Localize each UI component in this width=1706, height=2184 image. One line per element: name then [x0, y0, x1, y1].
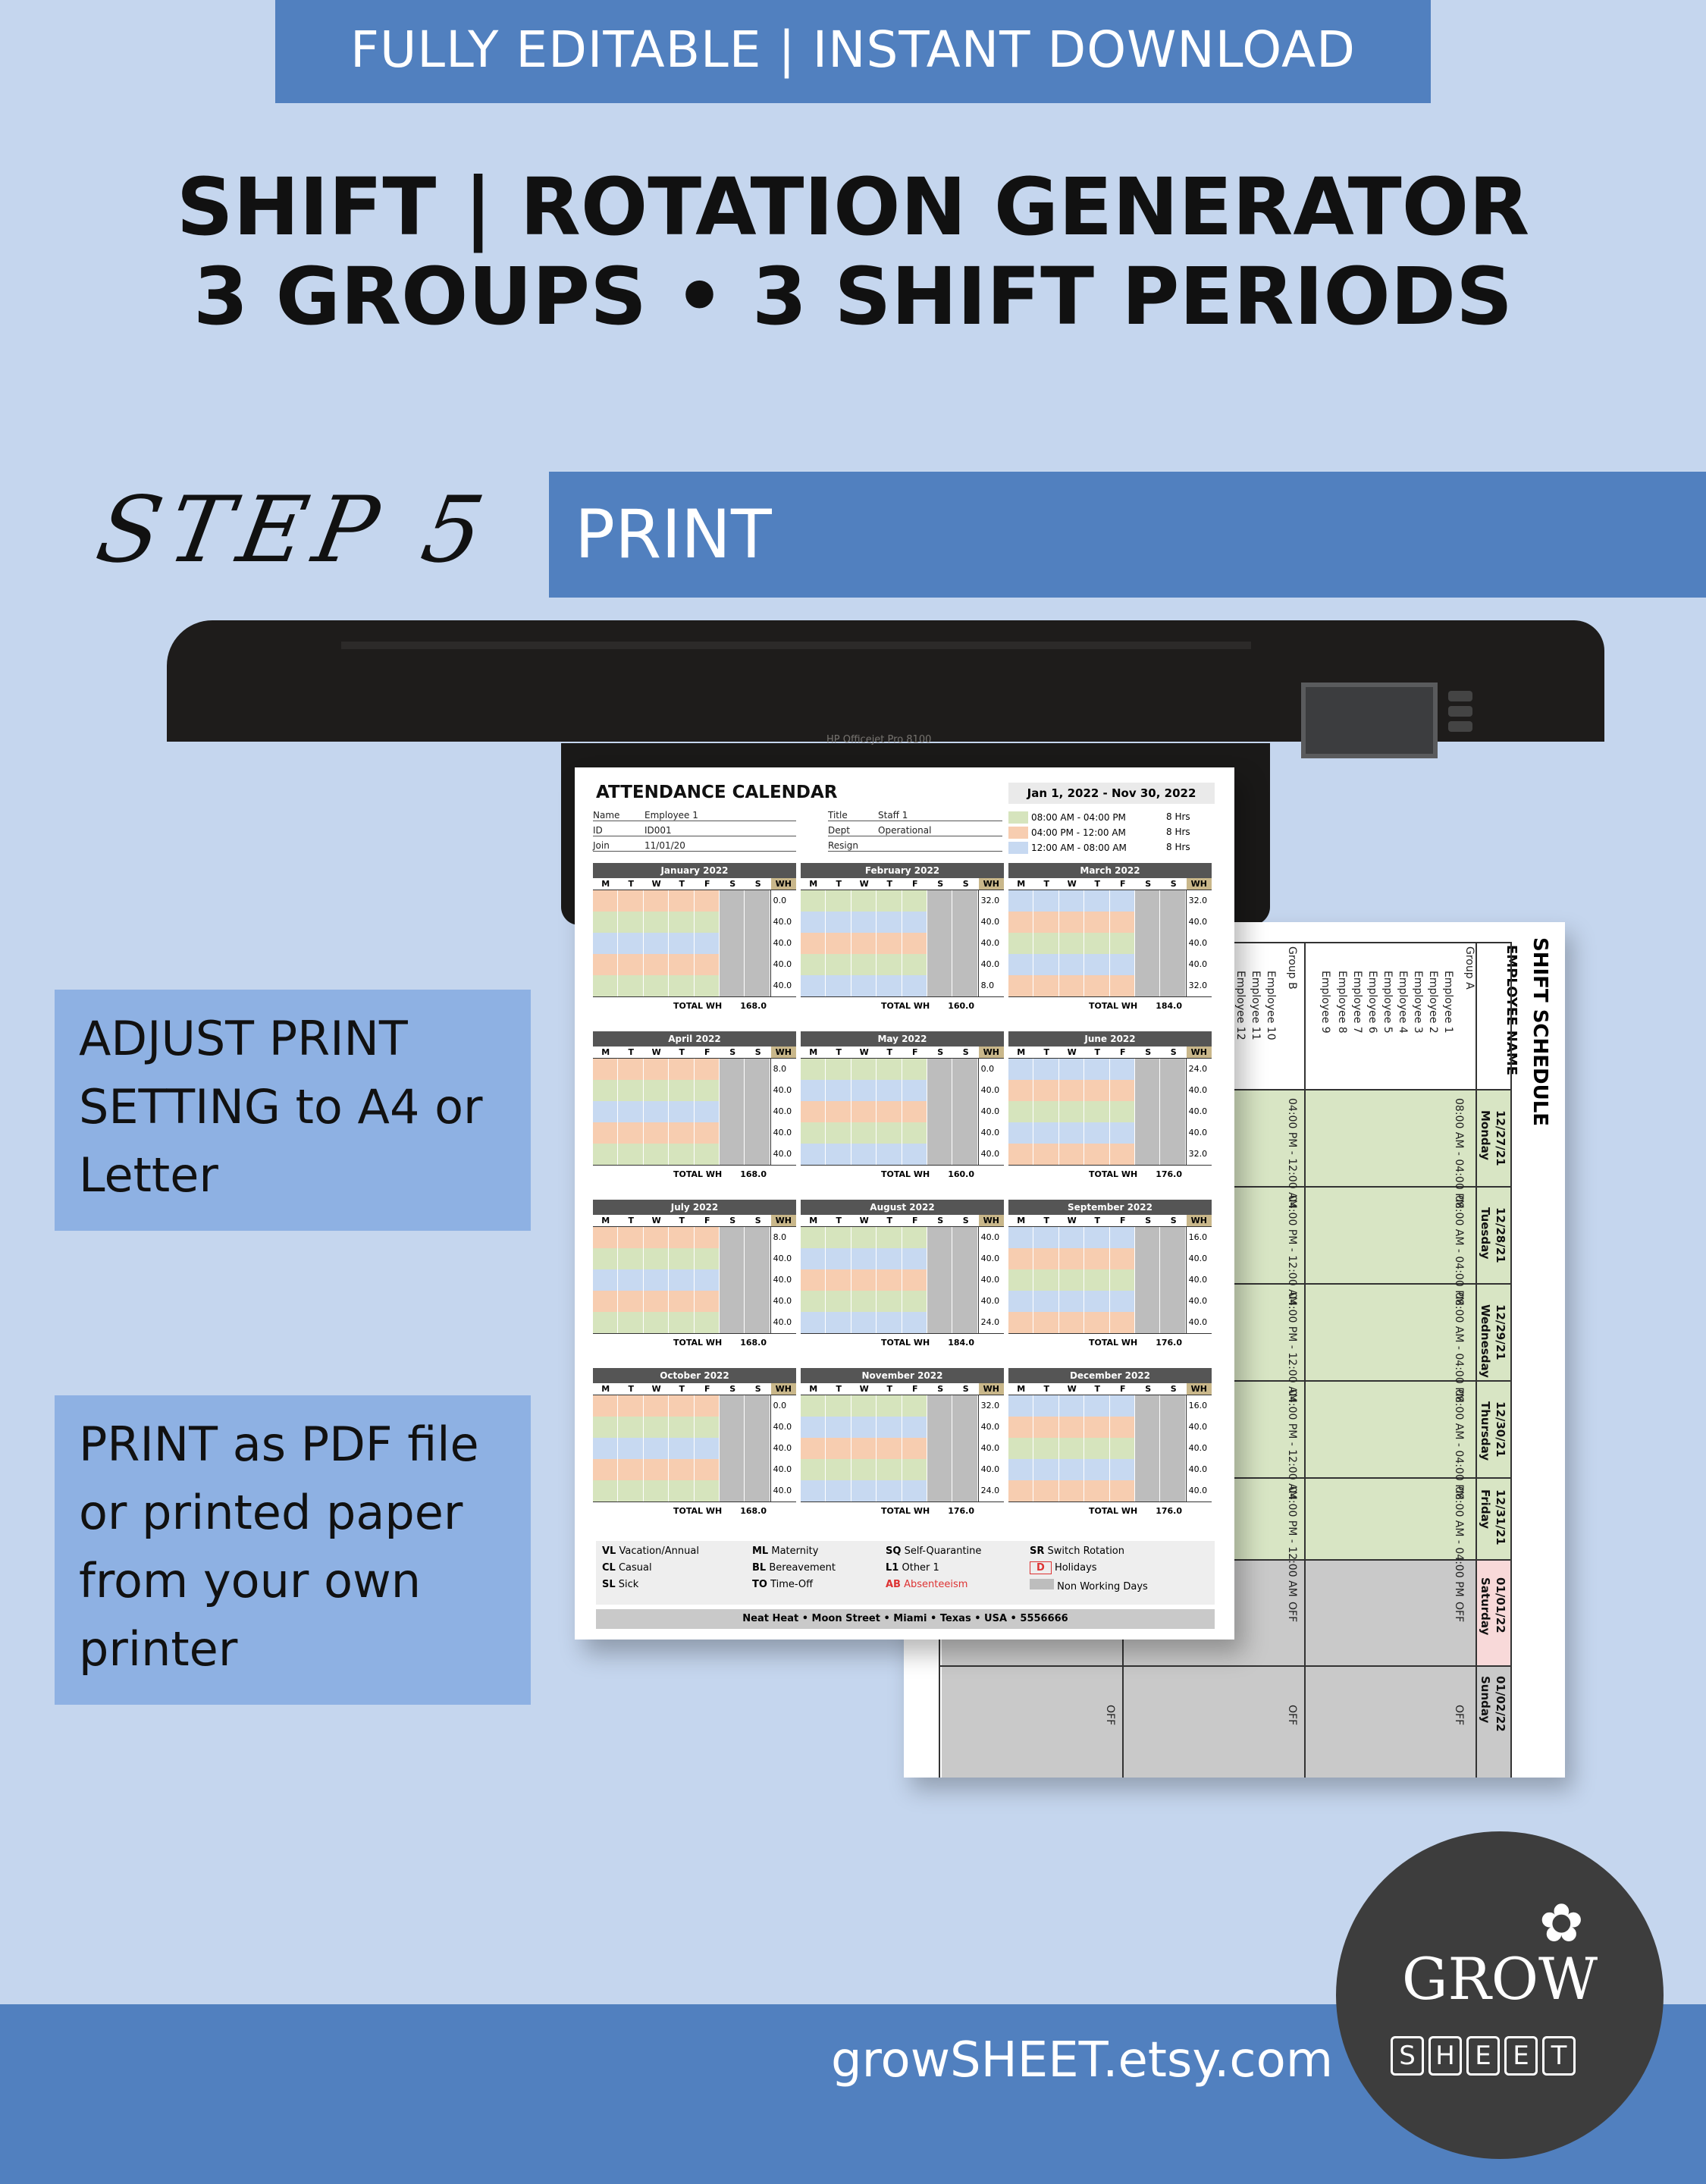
weekday-header: M T W T F S S WH — [593, 1215, 796, 1227]
legend-item: D Holidays — [1030, 1562, 1097, 1574]
website-link[interactable]: growSHEET.etsy.com — [831, 2032, 1334, 2088]
month-total: TOTAL WH 160.0 — [801, 996, 1004, 1015]
month-calendar — [593, 1031, 796, 1183]
week-row: 16.0 — [1008, 1227, 1212, 1248]
shift-hours-3: 8 Hrs — [1166, 842, 1190, 852]
employee-row: Employee 9 — [1319, 971, 1331, 1034]
attendance-title: ATTENDANCE CALENDAR — [596, 783, 838, 802]
shift-cell: OFF — [1453, 1705, 1465, 1726]
month-total: TOTAL WH 176.0 — [1008, 1502, 1212, 1520]
week-row: 8.0 — [593, 1059, 796, 1080]
weekday-header: M T W T F S S WH — [593, 878, 796, 890]
month-calendar — [1008, 1200, 1212, 1351]
month-calendar — [801, 1200, 1004, 1351]
legend-item: TO Time-Off — [752, 1579, 814, 1590]
month-name: November 2022 — [801, 1368, 1004, 1383]
employee-row: Employee 11 — [1250, 971, 1262, 1040]
weekday-header: M T W T F S S WH — [1008, 1383, 1212, 1395]
dept-label: Dept — [828, 825, 880, 836]
shift-legend-3: 12:00 AM - 08:00 AM — [1008, 840, 1160, 855]
week-row: 40.0 — [1008, 1291, 1212, 1312]
shift-legend-1: 08:00 AM - 04:00 PM — [1008, 810, 1160, 825]
legend-item: Non Working Days — [1030, 1579, 1148, 1592]
month-name: May 2022 — [801, 1031, 1004, 1046]
shift-hours-2: 8 Hrs — [1166, 827, 1190, 837]
weekday-header: M T W T F S S WH — [801, 1383, 1004, 1395]
month-name: December 2022 — [1008, 1368, 1212, 1383]
date-range: Jan 1, 2022 - Nov 30, 2022 — [1008, 783, 1215, 804]
week-row: 40.0 — [1008, 912, 1212, 933]
week-row: 8.0 — [801, 975, 1004, 996]
legend-item: SQ Self-Quarantine — [886, 1545, 982, 1557]
title-value: Staff 1 — [878, 810, 1002, 821]
month-total: TOTAL WH 176.0 — [1008, 1165, 1212, 1183]
shift-cell: 04:00 PM - 12:00 AM — [1286, 1195, 1298, 1306]
legend-item: CL Casual — [602, 1562, 652, 1574]
week-row: 40.0 — [1008, 1459, 1212, 1480]
week-row: 40.0 — [1008, 1080, 1212, 1101]
top-banner: FULLY EDITABLE | INSTANT DOWNLOAD — [275, 0, 1431, 103]
week-row: 40.0 — [1008, 1417, 1212, 1438]
week-row: 32.0 — [1008, 890, 1212, 912]
week-row: 40.0 — [1008, 954, 1212, 975]
month-name: March 2022 — [1008, 863, 1212, 878]
shift-cell: 08:00 AM - 04:00 PM — [1453, 1486, 1465, 1597]
month-name: August 2022 — [801, 1200, 1004, 1215]
weekday-header: M T W T F S S WH — [1008, 1046, 1212, 1059]
week-row: 40.0 — [801, 1144, 1004, 1165]
printer-screen — [1301, 682, 1438, 758]
note-print-setting: ADJUST PRINT SETTING to A4 or Letter — [55, 990, 531, 1231]
employee-row: Employee 5 — [1381, 971, 1394, 1034]
shift-cell: OFF — [1286, 1602, 1298, 1623]
id-label: ID — [593, 825, 648, 836]
week-row: 0.0 — [593, 1395, 796, 1417]
month-calendar — [593, 863, 796, 1015]
day-name: Monday — [1479, 1110, 1492, 1161]
week-row: 40.0 — [593, 1459, 796, 1480]
month-total: TOTAL WH 176.0 — [1008, 1333, 1212, 1351]
day-name: Saturday — [1479, 1577, 1492, 1636]
employee-row: Employee 12 — [1234, 971, 1247, 1040]
month-calendar — [801, 1368, 1004, 1520]
week-row: 24.0 — [801, 1480, 1004, 1502]
week-row: 40.0 — [593, 912, 796, 933]
employee-row: Employee 7 — [1351, 971, 1363, 1034]
day-name: Wednesday — [1479, 1304, 1492, 1378]
day-date: 12/28/21 — [1494, 1207, 1507, 1263]
week-row: 40.0 — [801, 912, 1004, 933]
month-calendar — [801, 1031, 1004, 1183]
shift-cell: 04:00 PM - 12:00 AM — [1286, 1486, 1298, 1597]
attendance-calendar-sheet — [575, 767, 1234, 1640]
month-name: February 2022 — [801, 863, 1004, 878]
week-row: 40.0 — [1008, 933, 1212, 954]
week-row: 40.0 — [1008, 1312, 1212, 1333]
logo-sheet-text: S H E E T — [1391, 2036, 1576, 2076]
week-row: 40.0 — [1008, 1438, 1212, 1459]
month-total: TOTAL WH 168.0 — [593, 1165, 796, 1183]
week-row: 40.0 — [801, 1101, 1004, 1122]
shift-cell: 04:00 PM - 12:00 AM — [1286, 1389, 1298, 1500]
week-row: 40.0 — [593, 1312, 796, 1333]
employee-row: Employee 6 — [1366, 971, 1378, 1034]
title-label: Title — [828, 810, 880, 821]
join-value: 11/01/20 — [644, 840, 796, 852]
employee-row: Employee 4 — [1397, 971, 1409, 1034]
day-name: Thursday — [1479, 1401, 1492, 1461]
month-name: September 2022 — [1008, 1200, 1212, 1215]
week-row: 40.0 — [593, 1438, 796, 1459]
month-name: January 2022 — [593, 863, 796, 878]
week-row: 40.0 — [1008, 1122, 1212, 1144]
week-row: 40.0 — [1008, 1101, 1212, 1122]
week-row: 40.0 — [801, 1269, 1004, 1291]
month-calendar — [593, 1200, 796, 1351]
shift-cell: 04:00 PM - 12:00 AM — [1286, 1098, 1298, 1209]
employee-row: Employee 3 — [1412, 971, 1424, 1034]
join-label: Join — [593, 840, 648, 852]
weekday-header: M T W T F S S WH — [1008, 878, 1212, 890]
shift-cell: OFF — [1453, 1602, 1465, 1623]
week-row: 40.0 — [801, 954, 1004, 975]
week-row: 40.0 — [593, 933, 796, 954]
printer-brand: HP Officejet Pro 8100 — [826, 734, 932, 745]
weekday-header: M T W T F S S WH — [1008, 1215, 1212, 1227]
month-total: TOTAL WH 168.0 — [593, 1333, 796, 1351]
day-date: 01/01/22 — [1494, 1577, 1507, 1633]
week-row: 40.0 — [593, 1248, 796, 1269]
resign-label: Resign — [828, 840, 1002, 852]
week-row: 32.0 — [1008, 975, 1212, 996]
month-name: June 2022 — [1008, 1031, 1212, 1046]
month-calendar — [593, 1368, 796, 1520]
week-row: 40.0 — [593, 1417, 796, 1438]
flower-icon: ✿ — [1539, 1892, 1584, 1954]
month-name: July 2022 — [593, 1200, 796, 1215]
day-date: 12/31/21 — [1494, 1489, 1507, 1545]
day-name: Sunday — [1479, 1676, 1492, 1724]
main-title-line1: SHIFT | ROTATION GENERATOR — [176, 161, 1530, 253]
week-row: 40.0 — [801, 1248, 1004, 1269]
id-value: ID001 — [644, 825, 796, 836]
week-row: 40.0 — [1008, 1269, 1212, 1291]
day-name: Tuesday — [1479, 1207, 1492, 1260]
step-action-bar: PRINT — [549, 472, 1706, 598]
week-row: 40.0 — [801, 1459, 1004, 1480]
legend-item: AB Absenteeism — [886, 1579, 968, 1590]
month-calendar — [1008, 1031, 1212, 1183]
month-calendar — [1008, 863, 1212, 1015]
day-date: 12/27/21 — [1494, 1110, 1507, 1166]
week-row: 24.0 — [1008, 1059, 1212, 1080]
group-b-label: Group B — [1286, 946, 1298, 990]
shift-cell: OFF — [1286, 1705, 1298, 1726]
week-row: 40.0 — [593, 1269, 796, 1291]
week-row: 32.0 — [801, 1395, 1004, 1417]
weekday-header: M T W T F S S WH — [593, 1383, 796, 1395]
day-date: 12/29/21 — [1494, 1304, 1507, 1360]
week-row: 40.0 — [1008, 1480, 1212, 1502]
month-total: TOTAL WH 168.0 — [593, 996, 796, 1015]
week-row: 40.0 — [1008, 1248, 1212, 1269]
week-row: 40.0 — [593, 1080, 796, 1101]
employee-row: Employee 10 — [1265, 971, 1277, 1040]
week-row: 0.0 — [801, 1059, 1004, 1080]
logo-grow-text: GROW — [1401, 1945, 1598, 2013]
week-row: 40.0 — [593, 1122, 796, 1144]
shift-cell: 08:00 AM - 04:00 PM — [1453, 1195, 1465, 1306]
week-row: 40.0 — [801, 1417, 1004, 1438]
shift-legend-2: 04:00 PM - 12:00 AM — [1008, 825, 1160, 840]
sheet-footer: Neat Heat • Moon Street • Miami • Texas • USA • 5556666 — [596, 1609, 1215, 1629]
week-row: 40.0 — [801, 1438, 1004, 1459]
week-row: 40.0 — [801, 1080, 1004, 1101]
week-row: 0.0 — [593, 890, 796, 912]
growsheet-logo — [1336, 1831, 1664, 2159]
week-row: 24.0 — [801, 1312, 1004, 1333]
group-a-label: Group A — [1463, 946, 1476, 990]
legend-item: VL Vacation/Annual — [602, 1545, 699, 1557]
month-name: April 2022 — [593, 1031, 796, 1046]
shift-hours-1: 8 Hrs — [1166, 811, 1190, 822]
week-row: 40.0 — [593, 954, 796, 975]
note-print-pdf: PRINT as PDF file or printed paper from your own printer — [55, 1395, 531, 1705]
step-label: STEP 5 — [89, 478, 500, 583]
week-row: 32.0 — [1008, 1144, 1212, 1165]
week-row: 40.0 — [801, 1227, 1004, 1248]
month-total: TOTAL WH 168.0 — [593, 1502, 796, 1520]
legend-item: SL Sick — [602, 1579, 639, 1590]
printer-buttons — [1448, 686, 1482, 755]
shift-cell: 08:00 AM - 04:00 PM — [1453, 1389, 1465, 1500]
week-row: 32.0 — [801, 890, 1004, 912]
week-row: 40.0 — [801, 933, 1004, 954]
month-total: TOTAL WH 184.0 — [801, 1333, 1004, 1351]
shift-cell: 04:00 PM - 12:00 AM — [1286, 1292, 1298, 1403]
employee-row: Employee 2 — [1427, 971, 1439, 1034]
printer-lid-line — [341, 642, 1251, 649]
employee-name-header: EMPLOYEE NAME — [1504, 945, 1519, 1075]
month-name: October 2022 — [593, 1368, 796, 1383]
shift-cell: OFF — [1104, 1705, 1116, 1726]
day-name: Friday — [1479, 1489, 1492, 1530]
shift-schedule-title: SHIFT SCHEDULE — [1529, 937, 1551, 1127]
weekday-header: M T W T F S S WH — [801, 1046, 1004, 1059]
month-calendar — [801, 863, 1004, 1015]
name-value: Employee 1 — [644, 810, 796, 821]
month-total: TOTAL WH 184.0 — [1008, 996, 1212, 1015]
week-row: 40.0 — [801, 1122, 1004, 1144]
legend-item: L1 Other 1 — [886, 1562, 939, 1574]
weekday-header: M T W T F S S WH — [801, 878, 1004, 890]
legend-item: BL Bereavement — [752, 1562, 836, 1574]
week-row: 40.0 — [593, 1480, 796, 1502]
employee-row: Employee 1 — [1442, 971, 1454, 1034]
day-date: 01/02/22 — [1494, 1676, 1507, 1732]
week-row: 40.0 — [593, 1101, 796, 1122]
month-total: TOTAL WH 160.0 — [801, 1165, 1004, 1183]
week-row: 40.0 — [593, 1291, 796, 1312]
legend-item: ML Maternity — [752, 1545, 819, 1557]
weekday-header: M T W T F S S WH — [593, 1046, 796, 1059]
week-row: 40.0 — [593, 975, 796, 996]
dept-value: Operational — [878, 825, 1002, 836]
week-row: 16.0 — [1008, 1395, 1212, 1417]
shift-cell: 08:00 AM - 04:00 PM — [1453, 1292, 1465, 1403]
week-row: 8.0 — [593, 1227, 796, 1248]
week-row: 40.0 — [801, 1291, 1004, 1312]
weekday-header: M T W T F S S WH — [801, 1215, 1004, 1227]
shift-cell: 08:00 AM - 04:00 PM — [1453, 1098, 1465, 1209]
employee-row: Employee 8 — [1336, 971, 1348, 1034]
month-total: TOTAL WH 176.0 — [801, 1502, 1004, 1520]
month-calendar — [1008, 1368, 1212, 1520]
main-title-line2: 3 GROUPS • 3 SHIFT PERIODS — [193, 250, 1513, 343]
name-label: Name — [593, 810, 648, 821]
legend — [596, 1541, 1215, 1605]
week-row: 40.0 — [593, 1144, 796, 1165]
legend-item: SR Switch Rotation — [1030, 1545, 1124, 1557]
day-date: 12/30/21 — [1494, 1401, 1507, 1458]
